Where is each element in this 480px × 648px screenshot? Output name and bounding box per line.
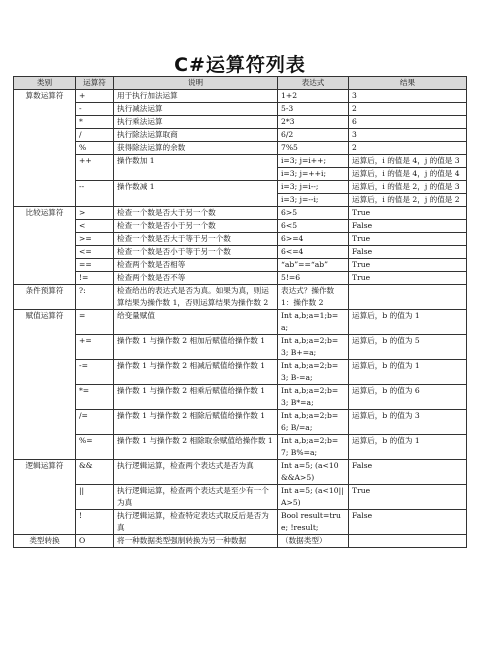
expression-cell: 表达式？操作数 1：操作数 2 [278,285,349,310]
expression-cell: i=3; j=--i; [278,194,349,207]
operator-cell: > [76,207,114,220]
table-row [14,181,467,194]
expression-cell: 1+2 [278,90,349,103]
table-row [14,259,467,272]
table-row [14,220,467,233]
operator-cell: ! [76,510,114,535]
category-cell: 条件预算符 [14,285,76,310]
description-cell: 执行逻辑运算，检查两个表达式是否为真 [114,460,278,485]
description-cell: 操作数 1 与操作数 2 相乘后赋值给操作数 1 [114,385,278,410]
operator-cell: ?: [76,285,114,310]
table-row [14,207,467,220]
description-cell: 操作数 1 与操作数 2 相除后赋值给操作数 1 [114,410,278,435]
category-cell: 类型转换 [14,535,76,548]
description-cell: 检查一个数是否大于另一个数 [114,207,278,220]
result-cell: 运算后，i 的值是 2，j 的值是 2 [349,194,467,207]
category-cell: 赋值运算符 [14,310,76,460]
result-cell: True [349,207,467,220]
operator-table [13,76,467,548]
result-cell: False [349,460,467,485]
result-cell: True [349,233,467,246]
result-cell: 运算后，i 的值是 4，j 的值是 3 [349,155,467,168]
expression-cell: Int a,b;a=1;b=a; [278,310,349,335]
operator-cell: < [76,220,114,233]
result-cell: 运算后，b 的值为 1 [349,310,467,335]
expression-cell: Int a,b;a=2;b=6; B/=a; [278,410,349,435]
result-cell [349,535,467,548]
document-title: C#运算符列表 [174,54,306,76]
description-cell: 获得除法运算的余数 [114,142,278,155]
expression-cell: 7%5 [278,142,349,155]
description-cell: 将一种数据类型强制转换为另一种数据 [114,535,278,548]
expression-cell: Int a=5; (a<10||A>5) [278,485,349,510]
table-row [14,116,467,129]
expression-cell: 6/2 [278,129,349,142]
operator-cell: ++ [76,155,114,181]
operator-cell: - [76,103,114,116]
operator-cell: = [76,310,114,335]
table-row [14,485,467,510]
operator-cell: == [76,259,114,272]
result-cell: True [349,272,467,285]
expression-cell: 5-3 [278,103,349,116]
operator-cell: || [76,485,114,510]
result-cell: False [349,220,467,233]
header-operator: 运算符 [76,77,114,90]
expression-cell: Int a,b;a=2;b=7; B%=a; [278,435,349,460]
operator-cell: -- [76,181,114,207]
expression-cell: i=3; j=i++; [278,155,349,168]
description-cell: 执行逻辑运算，检查两个表达式是至少有一个为真 [114,485,278,510]
operator-cell: % [76,142,114,155]
table-row [14,285,467,310]
category-cell: 比较运算符 [14,207,76,285]
operator-cell: && [76,460,114,485]
expression-cell: 5!=6 [278,272,349,285]
expression-cell: Bool result=true; !result; [278,510,349,535]
expression-cell: “ab”==“ab” [278,259,349,272]
expression-cell: 2*3 [278,116,349,129]
result-cell: False [349,246,467,259]
result-cell: 3 [349,129,467,142]
expression-cell: Int a=5; (a<10&&A>5) [278,460,349,485]
description-cell: 检查一个数是否大于等于另一个数 [114,233,278,246]
expression-cell: i=3; j=i--; [278,181,349,194]
table-row [14,310,467,335]
expression-cell: 6>5 [278,207,349,220]
table-row [14,129,467,142]
category-cell: 算数运算符 [14,90,76,207]
result-cell: True [349,259,467,272]
result-cell: 运算后，b 的值为 1 [349,360,467,385]
description-cell: 检查两个数是否相等 [114,259,278,272]
description-cell: 操作数 1 与操作数 2 相加后赋值给操作数 1 [114,335,278,360]
operator-cell: / [76,129,114,142]
result-cell: 3 [349,90,467,103]
description-cell: 给变量赋值 [114,310,278,335]
description-cell: 执行除法运算取商 [114,129,278,142]
table-row [14,246,467,259]
description-cell: 操作数 1 与操作数 2 相减后赋值给操作数 1 [114,360,278,385]
description-cell: 用于执行加法运算 [114,90,278,103]
table-row [14,142,467,155]
operator-cell: O [76,535,114,548]
result-cell: 运算后，i 的值是 4，j 的值是 4 [349,168,467,181]
description-cell: 执行乘法运算 [114,116,278,129]
description-cell: 执行减法运算 [114,103,278,116]
expression-cell: 6<=4 [278,246,349,259]
expression-cell: Int a,b;a=2;b=3; B-=a; [278,360,349,385]
description-cell: 操作数加 1 [114,155,278,181]
table-row [14,335,467,360]
category-cell: 逻辑运算符 [14,460,76,535]
table-row [14,535,467,548]
operator-cell: %= [76,435,114,460]
result-cell [349,285,467,310]
table-row [14,155,467,168]
result-cell: False [349,510,467,535]
result-cell: 2 [349,142,467,155]
operator-cell: + [76,90,114,103]
description-cell: 检查给出的表达式是否为真。如果为真，则运算结果为操作数 1，否则运算结果为操作数 2 [114,285,278,310]
result-cell: 运算后，i 的值是 2，j 的值是 3 [349,181,467,194]
description-cell: 检查一个数是否小于等于另一个数 [114,246,278,259]
table-row [14,385,467,410]
expression-cell: （数据类型） [278,535,349,548]
result-cell: 运算后，b 的值为 6 [349,385,467,410]
result-cell: 运算后，b 的值为 5 [349,335,467,360]
operator-cell: != [76,272,114,285]
table-row [14,460,467,485]
description-cell: 检查一个数是否小于另一个数 [114,220,278,233]
description-cell: 操作数 1 与操作数 2 相除取余赋值给操作数 1 [114,435,278,460]
table-row [14,410,467,435]
result-cell: 6 [349,116,467,129]
operator-cell: <= [76,246,114,259]
header-result: 结果 [349,77,467,90]
table-row [14,103,467,116]
table-row [14,233,467,246]
description-cell: 检查两个数是否不等 [114,272,278,285]
operator-cell: -= [76,360,114,385]
description-cell: 执行逻辑运算，检查特定表达式取反后是否为真 [114,510,278,535]
operator-cell: /= [76,410,114,435]
operator-cell: * [76,116,114,129]
table-row [14,510,467,535]
header-expression: 表达式 [278,77,349,90]
expression-cell: 6>=4 [278,233,349,246]
table-row [14,360,467,385]
table-header-row [14,77,467,90]
expression-cell: Int a,b;a=2;b=3; B+=a; [278,335,349,360]
operator-cell: += [76,335,114,360]
operator-cell: >= [76,233,114,246]
result-cell: 运算后，b 的值为 3 [349,410,467,435]
table-row [14,435,467,460]
result-cell: True [349,485,467,510]
expression-cell: 6<5 [278,220,349,233]
header-category: 类别 [14,77,76,90]
result-cell: 运算后，b 的值为 1 [349,435,467,460]
description-cell: 操作数减 1 [114,181,278,207]
table-row [14,272,467,285]
table-row [14,90,467,103]
operator-cell: *= [76,385,114,410]
expression-cell: Int a,b;a=2;b=3; B*=a; [278,385,349,410]
header-description: 说明 [114,77,278,90]
expression-cell: i=3; j=++i; [278,168,349,181]
result-cell: 2 [349,103,467,116]
